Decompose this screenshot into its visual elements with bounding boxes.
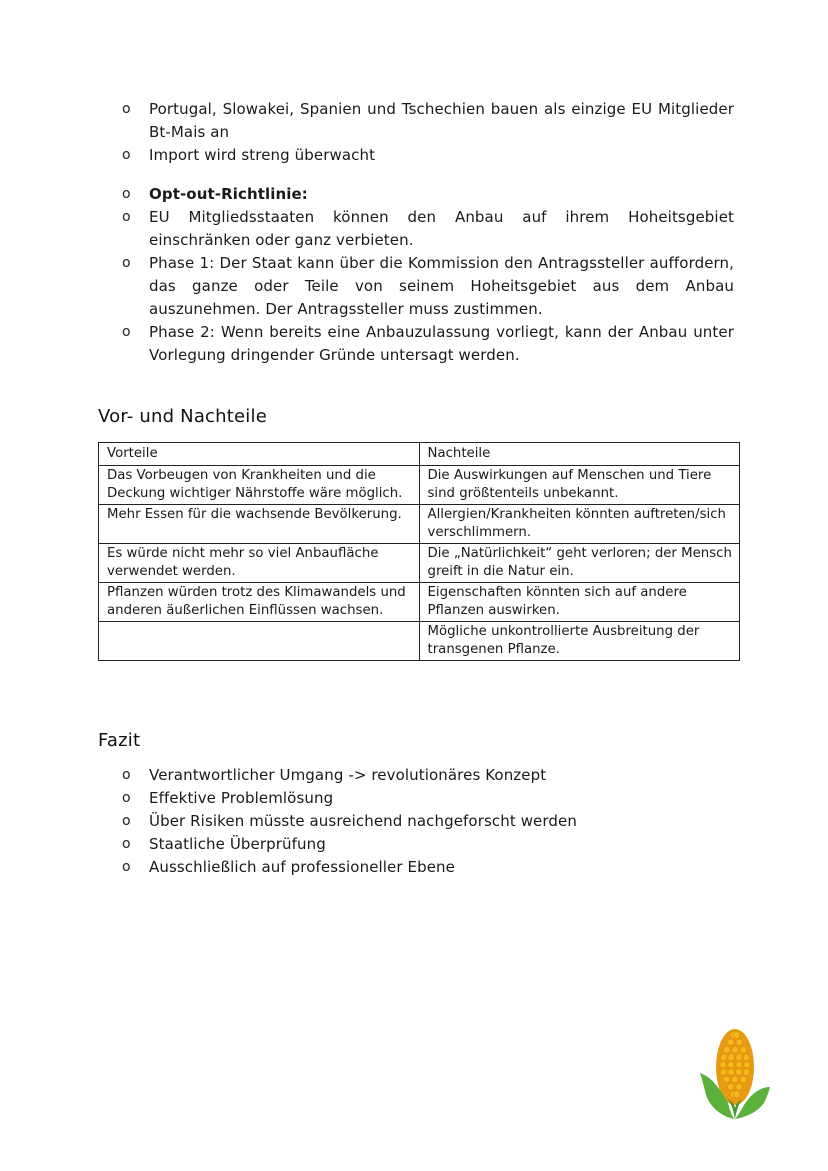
bullet: o bbox=[122, 767, 131, 783]
bullet: o bbox=[122, 836, 131, 852]
list-item bbox=[122, 787, 734, 810]
bullet: o bbox=[122, 813, 131, 829]
bullet: o bbox=[122, 324, 131, 340]
table-cell-pro: Das Vorbeugen von Krankheiten und die Deckung wichtiger Nährstoffe wäre möglich. bbox=[99, 466, 420, 505]
table-row bbox=[99, 466, 740, 505]
corn-kernel bbox=[724, 1076, 730, 1083]
opt-out-heading: Opt-out-Richtlinie: bbox=[149, 185, 308, 203]
corn-kernel bbox=[732, 1047, 738, 1054]
list-item bbox=[122, 252, 734, 321]
list-item-text: Import wird streng überwacht bbox=[149, 146, 376, 164]
corn-kernel bbox=[724, 1047, 730, 1054]
table-cell-con: Eigenschaften könnten sich auf andere Pflanzen auswirken. bbox=[419, 583, 740, 622]
list-item bbox=[122, 833, 734, 856]
bullet: o bbox=[122, 255, 131, 271]
fazit-list bbox=[122, 764, 734, 879]
corn-kernel bbox=[736, 1069, 742, 1076]
table-header-row bbox=[99, 443, 740, 466]
list-item-text: Portugal, Slowakei, Spanien und Tschechien bauen als einzige EU Mitglieder Bt-Mais an bbox=[149, 100, 734, 141]
corn-kernel bbox=[743, 1054, 749, 1061]
corn-kernel bbox=[728, 1054, 734, 1061]
corn-kernel bbox=[744, 1061, 750, 1068]
list-item bbox=[122, 764, 734, 787]
list-item bbox=[122, 856, 734, 879]
list-item bbox=[122, 810, 734, 833]
corn-kernel bbox=[728, 1061, 734, 1068]
bullet: o bbox=[122, 859, 131, 875]
list-item bbox=[122, 206, 734, 252]
corn-kernel bbox=[721, 1054, 727, 1061]
column-header-pros: Vorteile bbox=[99, 443, 420, 466]
corn-kernel bbox=[736, 1084, 742, 1091]
bullet: o bbox=[122, 101, 131, 117]
table-cell-pro: Pflanzen würden trotz des Klimawandels und anderen äußerlichen Einflüssen wachsen. bbox=[99, 583, 420, 622]
corn-kernel bbox=[728, 1039, 734, 1046]
column-header-cons: Nachteile bbox=[419, 443, 740, 466]
corn-kernel bbox=[728, 1069, 734, 1076]
table-cell-pro: Es würde nicht mehr so viel Anbaufläche verwendet werden. bbox=[99, 544, 420, 583]
list-item bbox=[122, 144, 734, 167]
table-row bbox=[99, 544, 740, 583]
list-item-text: Über Risiken müsste ausreichend nachgeforscht werden bbox=[149, 812, 577, 830]
list-item-text: Verantwortlicher Umgang -> revolutionäres Konzept bbox=[149, 766, 547, 784]
table-cell-con: Die Auswirkungen auf Menschen und Tiere sind größtenteils unbekannt. bbox=[419, 466, 740, 505]
corn-kernel bbox=[736, 1039, 742, 1046]
table-cell-con: Die „Natürlichkeit“ geht verloren; der Mensch greift in die Natur ein. bbox=[419, 544, 740, 583]
table-cell-pro bbox=[99, 622, 420, 661]
table-row bbox=[99, 583, 740, 622]
list-item-text: Phase 1: Der Staat kann über die Kommission den Antragssteller auffordern, das ganze oder Teile von seinem Hoheitsgebiet aus dem Anbau auszunehmen. Der Antragssteller muss zustimmen. bbox=[149, 254, 734, 318]
corn-kernel bbox=[740, 1076, 746, 1083]
list-item bbox=[122, 98, 734, 144]
corn-icon bbox=[698, 1025, 772, 1120]
bullet: o bbox=[122, 186, 131, 202]
table-cell-con: Mögliche unkontrollierte Ausbreitung der transgenen Pflanze. bbox=[419, 622, 740, 661]
list-item bbox=[122, 321, 734, 367]
list-item-text: Staatliche Überprüfung bbox=[149, 835, 326, 853]
list-item-text: Ausschließlich auf professioneller Ebene bbox=[149, 858, 455, 876]
corn-kernel bbox=[733, 1032, 739, 1039]
corn-kernel bbox=[720, 1061, 726, 1068]
list-item bbox=[122, 183, 734, 206]
corn-kernel bbox=[736, 1054, 742, 1061]
table-row bbox=[99, 505, 740, 544]
corn-kernel bbox=[732, 1076, 738, 1083]
corn-kernel bbox=[721, 1069, 727, 1076]
section-heading-pros-cons: Vor- und Nachteile bbox=[98, 406, 267, 427]
list-item-text: EU Mitgliedsstaaten können den Anbau auf ihrem Hoheitsgebiet einschränken oder ganz verbieten. bbox=[149, 208, 734, 249]
table-row bbox=[99, 622, 740, 661]
corn-kernel bbox=[733, 1091, 739, 1098]
regulation-list bbox=[122, 98, 734, 367]
list-item-text: Effektive Problemlösung bbox=[149, 789, 334, 807]
section-heading-fazit: Fazit bbox=[98, 730, 141, 751]
table-cell-pro: Mehr Essen für die wachsende Bevölkerung. bbox=[99, 505, 420, 544]
table-cell-con: Allergien/Krankheiten könnten auftreten/sich verschlimmern. bbox=[419, 505, 740, 544]
bullet: o bbox=[122, 147, 131, 163]
corn-kernel bbox=[736, 1061, 742, 1068]
pros-cons-table bbox=[98, 442, 740, 661]
corn-kernel bbox=[743, 1069, 749, 1076]
list-item-text: Phase 2: Wenn bereits eine Anbauzulassung vorliegt, kann der Anbau unter Vorlegung dringender Gründe untersagt werden. bbox=[149, 323, 734, 364]
corn-kernel bbox=[740, 1047, 746, 1054]
bullet: o bbox=[122, 209, 131, 225]
bullet: o bbox=[122, 790, 131, 806]
corn-kernel bbox=[728, 1084, 734, 1091]
